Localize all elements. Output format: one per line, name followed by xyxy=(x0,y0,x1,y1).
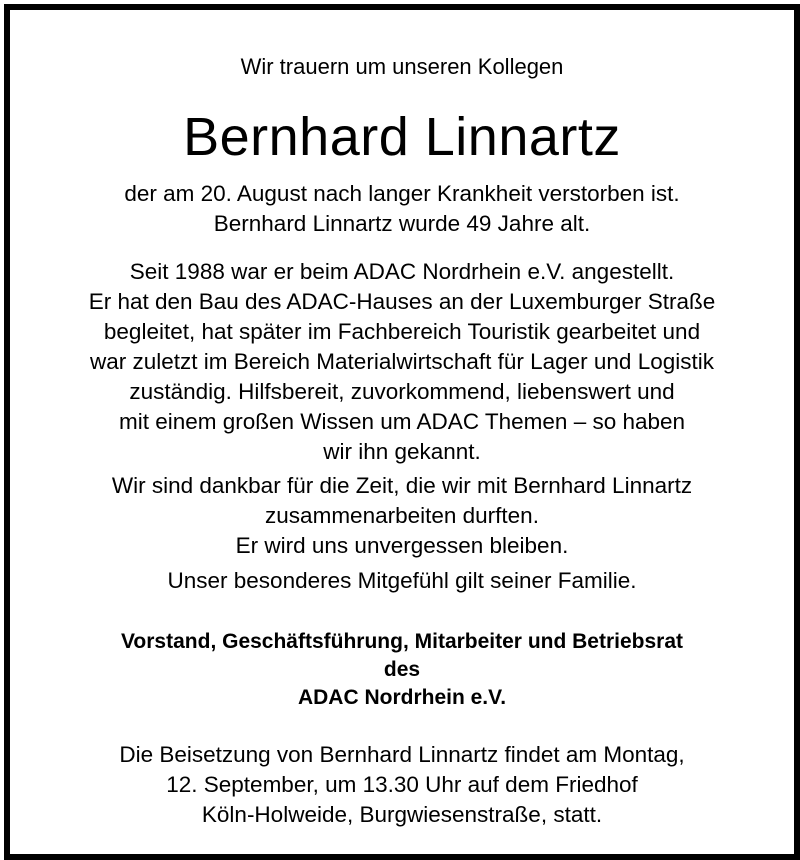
career-line-5: zuständig. Hilfsbereit, zuvorkommend, liebenswert und xyxy=(129,379,675,404)
deceased-name: Bernhard Linnartz xyxy=(183,107,621,167)
career-line-4: war zuletzt im Bereich Materialwirtschaft für Lager und Logistik xyxy=(89,349,714,374)
signature-line-1: Vorstand, Geschäftsführung, Mitarbeiter und Betriebsrat xyxy=(120,630,684,653)
career-line-3: begleitet, hat später im Fachbereich Touristik gearbeitet und xyxy=(103,319,701,344)
funeral-line-3: Köln-Holweide, Burgwiesenstraße, statt. xyxy=(201,802,603,827)
career-line-6: mit einem großen Wissen um ADAC Themen – so haben xyxy=(118,409,686,434)
funeral-line-2: 12. September, um 13.30 Uhr auf dem Friedhof xyxy=(166,772,638,797)
death-line-2: Bernhard Linnartz wurde 49 Jahre alt. xyxy=(213,211,591,236)
intro-text: Wir trauern um unseren Kollegen xyxy=(240,54,564,79)
career-line-1: Seit 1988 war er beim ADAC Nordrhein e.V. angestellt. xyxy=(129,259,675,284)
death-line-1: der am 20. August nach langer Krankheit verstorben ist. xyxy=(124,181,680,206)
signature-line-2: des xyxy=(383,658,421,681)
funeral-line-1: Die Beisetzung von Bernhard Linnartz findet am Montag, xyxy=(119,742,685,767)
gratitude-line-1: Wir sind dankbar für die Zeit, die wir mit Bernhard Linnartz xyxy=(111,473,693,498)
career-line-2: Er hat den Bau des ADAC-Hauses an der Luxemburger Straße xyxy=(88,289,716,314)
gratitude-line-2: zusammenarbeiten durften. xyxy=(265,503,539,528)
career-line-7: wir ihn gekannt. xyxy=(323,439,481,464)
sympathy-text: Unser besonderes Mitgefühl gilt seiner Familie. xyxy=(167,568,637,593)
signature-line-3: ADAC Nordrhein e.V. xyxy=(297,686,507,709)
gratitude-line-3: Er wird uns unvergessen bleiben. xyxy=(235,533,569,558)
obituary-notice xyxy=(4,4,800,860)
